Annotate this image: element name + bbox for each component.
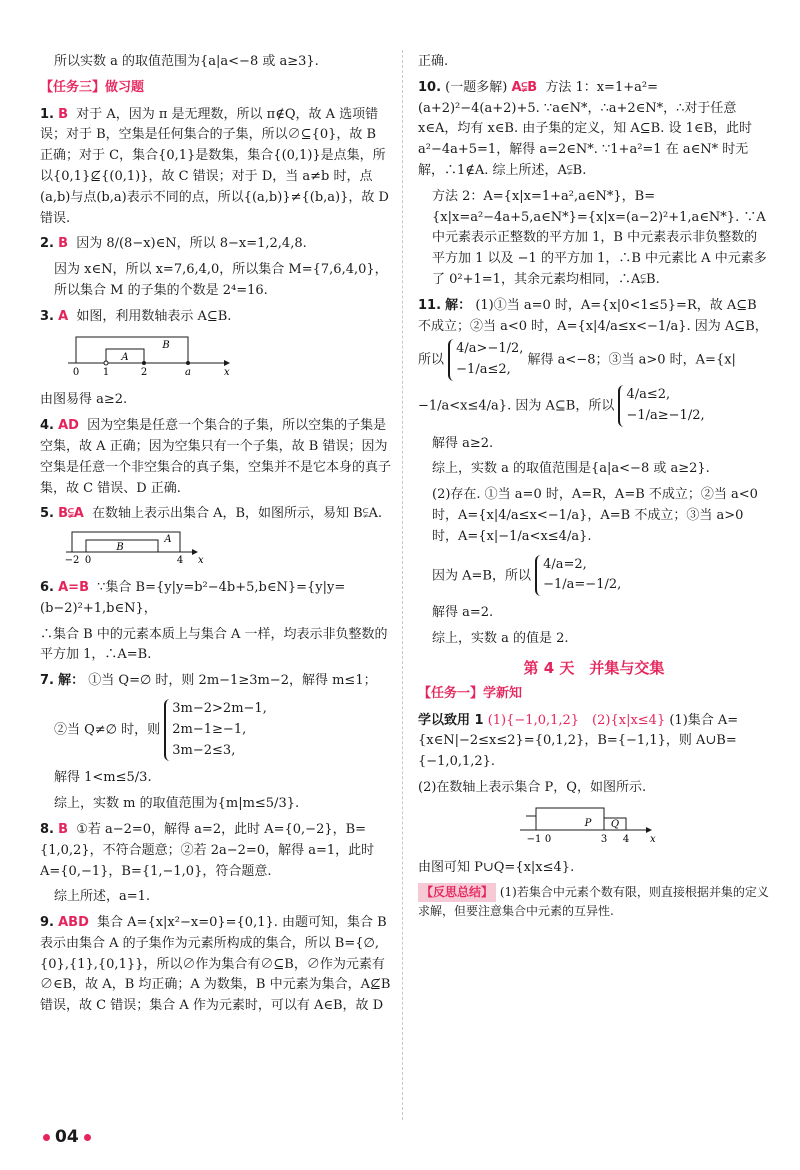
question-2-cont: 因为 x∈N，所以 x=7,6,4,0，所以集合 M={7,6,4,0}，所以集合 M 的子集的个数是 2⁴=16. (54, 262, 388, 298)
axis-tick-3: 3 (600, 833, 608, 844)
practice-1-answer: (1){−1,0,1,2} (2){x|x≤4} (487, 712, 666, 728)
axis-label-x: x (650, 833, 656, 844)
question-7-conclusion: 综上，实数 m 的取值范围为{m|m≤5/3}. (54, 796, 300, 812)
inequality-system-2: 4/a≤2, −1/a≥−1/2, (618, 385, 704, 427)
answer-10: A⫋B (511, 79, 538, 95)
question-3: 3. A 如图，利用数轴表示 A⊆B. (40, 308, 232, 324)
question-8-conclusion: 综上所述，a=1. (54, 889, 151, 905)
reflection-summary: 【反思总结】 (1)若集合中元素个数有限，则直接根据并集的定义求解，但要注意集合中元素的互异性. (418, 885, 769, 919)
question-6: 6. A=B ∵集合 B={y|y=b²−4b+5,b∈N}={y|y=(b−2)²+1,b∈N}， (40, 579, 346, 616)
practice-1-result: 由图可知 P∪Q={x|x≤4}. (418, 859, 575, 875)
set-label-P: P (584, 817, 592, 829)
axis-tick-neg1: −1 (526, 833, 542, 844)
practice-1-part2: (2)在数轴上表示集合 P，Q，如图所示. (418, 779, 647, 795)
axis-tick-neg2: −2 (64, 555, 80, 565)
page-dot-left (43, 1134, 50, 1141)
answer-3: A (58, 308, 69, 324)
axis-tick-2: 2 (140, 366, 148, 377)
answer-6: A=B (58, 579, 89, 595)
set-label-B: B (162, 339, 170, 351)
inequality-system: 3m−2>2m−1, 2m−1≥−1, 3m−2≤3, (164, 699, 267, 761)
section-title-task1: 【任务一】学新知 (418, 685, 523, 701)
axis-tick-0: 0 (84, 555, 92, 565)
question-11: 11. 解： (1)①当 a=0 时，A={x|0<1≤5}=R，故 A⊆B 不成立；②当 a<0 时，A={x|4/a≤x<−1/a}. 因为 A⊆B，所以 4/a>−1/2, −1/a≤2, 解得 a<−8；③当 a>0 时，A={x|−1/a<x≤4/a}. 因为 A⊆B，所以 4/a≤2, −1/a≥−1/2, (418, 296, 770, 429)
page-number: 04 (38, 1124, 96, 1151)
right-column (418, 52, 770, 927)
answer-1: B (58, 106, 69, 122)
answer-2: B (58, 236, 69, 252)
axis-tick-1: 1 (102, 366, 110, 377)
set-label-Q: Q (610, 818, 620, 830)
number-line-figure-3 (64, 333, 392, 385)
page-dot-right (84, 1134, 91, 1141)
answer-8: B (58, 821, 69, 837)
multi-solution-tag: (一题多解) (445, 79, 508, 95)
set-label-B: B (116, 542, 124, 554)
reflection-label: 【反思总结】 (418, 883, 496, 902)
axis-tick-0: 0 (544, 833, 552, 844)
question-1: 1. B 对于 A，因为 π 是无理数，所以 π∉Q，故 A 选项错误；对于 B，空集是任何集合的子集，所以∅⊆{0}，故 B 正确；对于 C，集合{0,1}是数集，集合{(0,1)}是点集，所以{0,1}⊈{(0,1)}，故 C 错误；对于 D，当 a≠b 时，点(a,b)与点(b,a)表示不同的点，所以{(a,b)}≠{(b,a)}，故 D 错误. (40, 106, 389, 226)
question-10-method2: 方法 2：A={x|x=1+a²,a∈N*}，B={x|x=a²−4a+5,a∈N*}={x|x=(a−2)²+1,a∈N*}. ∵A 中元素表示正整数的平方加 1，B 中元素表示非负整数的平方加 1 以及 −1 的平方加 1，∴B 中元素比 A 中元素多了 0²+1=1，其余元素均相同，∴A⫋B. (432, 188, 767, 287)
axis-label-x: x (198, 555, 204, 565)
question-11-conclusion-1: 综上，实数 a 的取值范围是{a|a<−8 或 a≥2}. (432, 461, 710, 477)
axis-tick-0: 0 (72, 366, 80, 377)
day-title: 第 4 天 并集与交集 (523, 658, 665, 677)
question-11-part2-system: 因为 A=B，所以 4/a=2, −1/a=−1/2, (418, 553, 770, 599)
axis-tick-4: 4 (622, 833, 630, 844)
axis-label-x: x (224, 366, 230, 377)
question-8: 8. B ①若 a−2=0，解得 a=2，此时 A={0,−2}，B={1,0,2}，不符合题意；②若 2a−2=0，解得 a=1，此时 A={0,−1}，B={1,−1,0}，符合题意. (40, 821, 375, 879)
question-6-cont: ∴集合 B 中的元素本质上与集合 A 一样，均表示非负整数的平方加 1，∴A=B. (40, 626, 388, 663)
question-11-part2: (2)存在. ①当 a=0 时，A=R，A=B 不成立；②当 a<0 时，A={x|4/a≤x<−1/a}，A=B 不成立；③当 a>0 时，A={x|−1/a<x≤4/a}. (432, 487, 758, 544)
question-2: 2. B 因为 8/(8−x)∈N，所以 8−x=1,2,4,8. (40, 236, 307, 252)
axis-tick-a: a (185, 366, 191, 377)
answer-4: AD (58, 418, 79, 434)
number-line-figure-union (518, 804, 770, 852)
question-11-result-2: 解得 a=2. (432, 605, 494, 621)
inequality-system-1: 4/a>−1/2, −1/a≤2, (448, 339, 523, 381)
answer-5: B⫋A (58, 506, 84, 522)
question-5: 5. B⫋A 在数轴上表示出集合 A，B，如图所示，易知 B⫋A. (40, 506, 382, 522)
question-11-conclusion-2: 综上，实数 a 的值是 2. (432, 630, 569, 646)
section-title-task3: 【任务三】做习题 (40, 79, 145, 95)
question-3-result: 由图易得 a≥2. (40, 392, 128, 408)
left-column (40, 52, 392, 1022)
equation-system-3: 4/a=2, −1/a=−1/2, (535, 555, 621, 597)
question-4: 4. AD 因为空集是任意一个集合的子集，所以空集的子集是空集，故 A 正确；因为空集只有一个子集，故 B 错误；因为空集是任意一个非空集合的真子集，空集并不是它本身的真子集，故 C 错误、D 正确. (40, 418, 392, 496)
question-7-result: 解得 1<m≤5/3. (54, 770, 152, 786)
set-label-A: A (121, 351, 129, 363)
question-7: 7. 解： ①当 Q=∅ 时，则 2m−1≥3m−2，解得 m≤1； (40, 673, 377, 689)
question-10: 10. (一题多解) A⫋B 方法 1：x=1+a²=(a+2)²−4(a+2)+5. ∵a∈N*，∴a+2∈N*，∴对于任意 x∈A，均有 x∈B. 由子集的定义，知 A⊆B. 设 1∈B，此时 a²−4a+5=1，解得 a=2∈N*. ∵1+a²=1 在 a∈N* 时无解，∴1∉A. 综上所述，A⫋B. (418, 79, 753, 178)
question-11-result-1: 解得 a≥2. (432, 435, 494, 451)
practice-1: 学以致用 1 (1){−1,0,1,2} (2){x|x≤4} (1)集合 A={x∈N|−2≤x≤2}={0,1,2}，B={−1,1}，则 A∪B={−1,0,1,2}. (418, 712, 739, 770)
question-9-cont: 正确. (418, 54, 449, 69)
question-9: 9. ABD 集合 A={x|x²−x=0}={0,1}. 由题可知，集合 B 表示由集合 A 的子集作为元素所构成的集合，所以 B={∅,{0},{1},{0,1}}，所以∅作为集合有∅⊆B，∅作为元素有∅∈B，故 A，B 均正确；A 为数集，B 中元素为集合，A⊈B 错误，故 C 错误；集合 A 作为元素时，可以有 A∈B，故 D (40, 915, 391, 1014)
number-line-figure-5 (64, 530, 392, 572)
answer-9: ABD (58, 915, 89, 931)
set-label-A: A (164, 534, 172, 546)
question-7-case2: ②当 Q≠∅ 时，则 3m−2>2m−1, 2m−1≥−1, 3m−2≤3, (40, 697, 392, 763)
column-divider (402, 50, 403, 1120)
axis-tick-4: 4 (176, 555, 184, 565)
intro-text: 所以实数 a 的取值范围为{a|a<−8 或 a≥3}. (54, 54, 319, 69)
